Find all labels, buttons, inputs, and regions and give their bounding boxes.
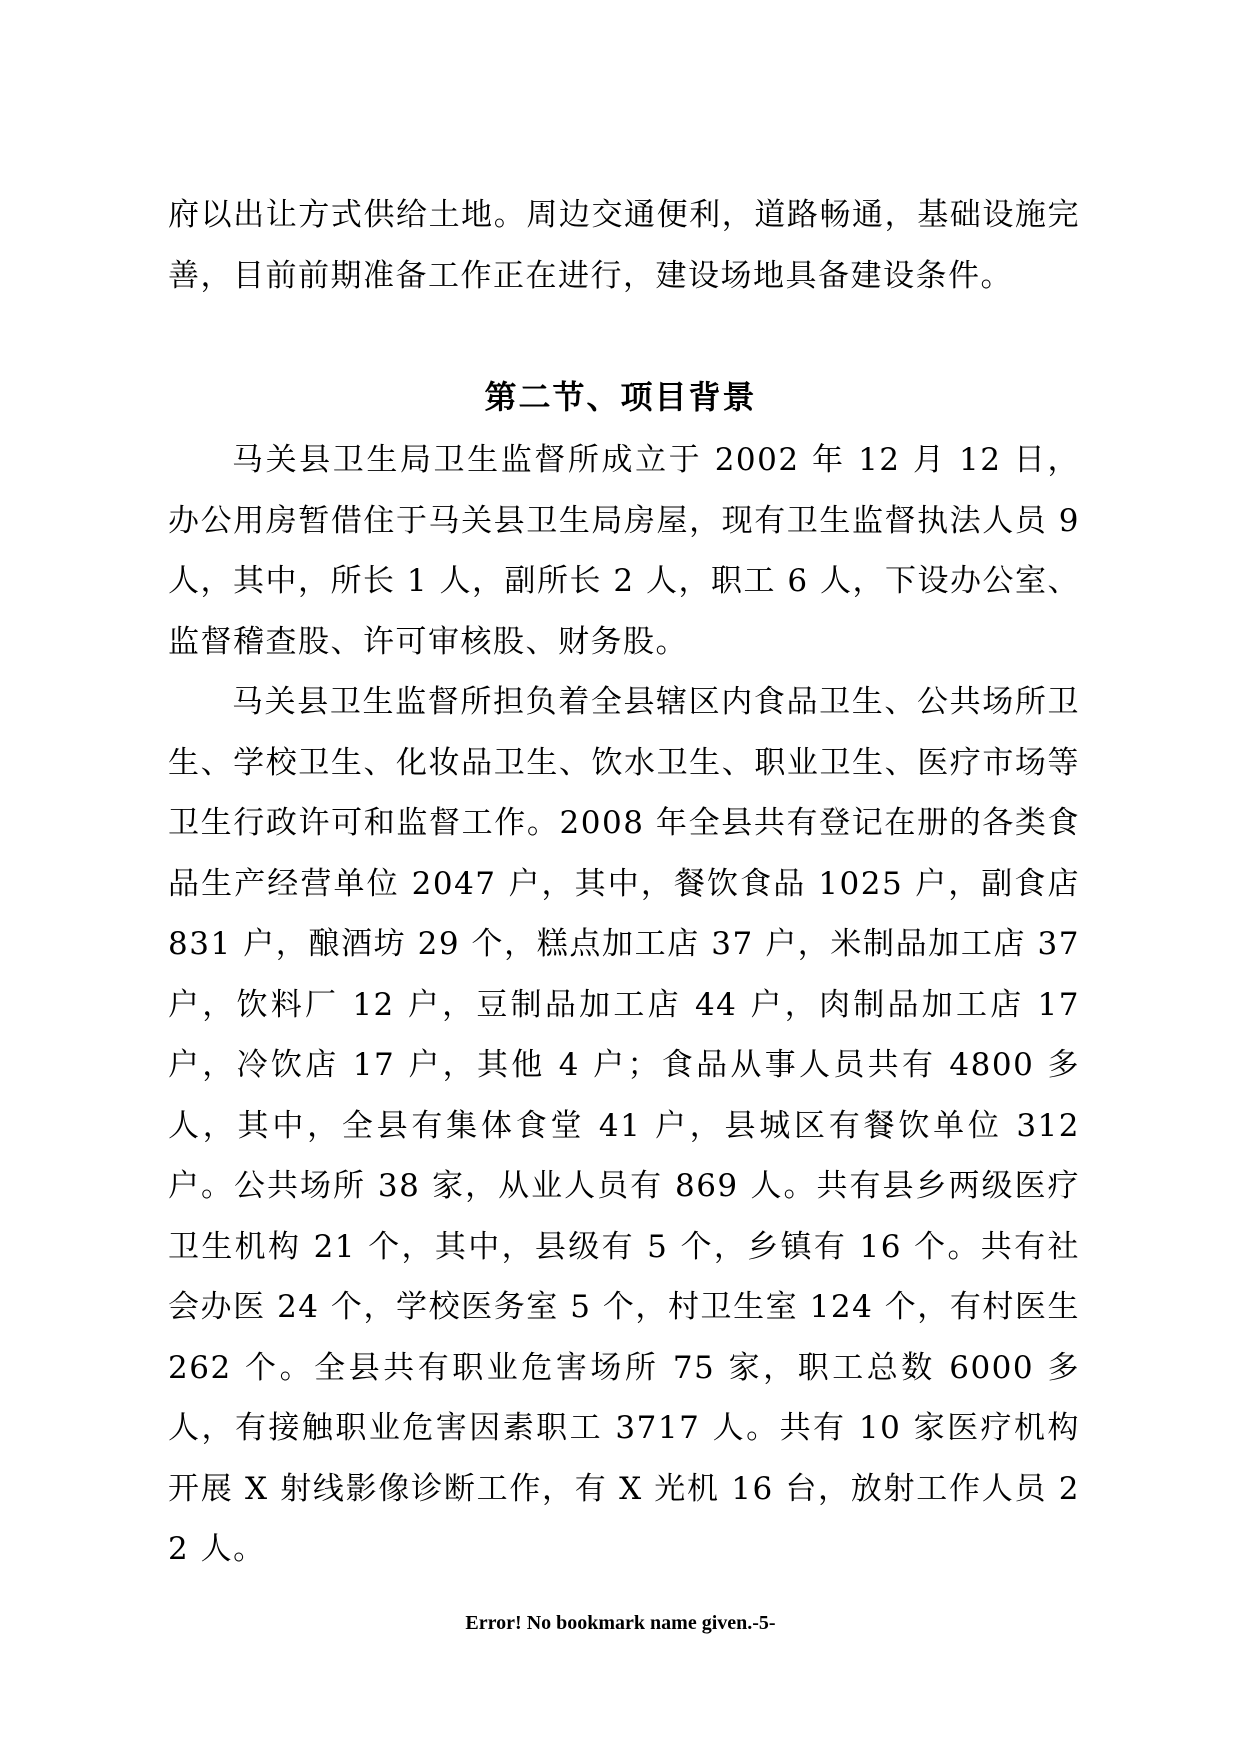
paragraph-background-intro: 马关县卫生局卫生监督所成立于 2002 年 12 月 12 日，办公用房暂借住于马关县卫生局房屋，现有卫生监督执法人员 9 人，其中，所长 1 人，副所长 2 人，职工 6 人，下设办公室、监督稽查股、许可审核股、财务股。 bbox=[168, 442, 1080, 660]
section-heading: 第二节、项目背景 bbox=[484, 378, 757, 416]
paragraph-background-statistics: 马关县卫生监督所担负着全县辖区内食品卫生、公共场所卫生、学校卫生、化妆品卫生、饮水卫生、职业卫生、医疗市场等卫生行政许可和监督工作。2008 年全县共有登记在册的各类食品生产经营单位 2047 户，其中，餐饮食品 1025 户，副食店 831 户，酿酒坊 29 个，糕点加工店 37 户，米制品加工店 37 户，饮料厂 12 户，豆制品加工店 44 户，肉制品加工店 17 户，冷饮店 17 户，其他 4 户；食品从事人员共有 4800 多人，其中，全县有集体食堂 41 户，县城区有餐饮单位 312 户。公共场所 38 家，从业人员有 869 人。共有县乡两级医疗卫生机构 21 个，其中，县级有 5 个，乡镇有 16 个。共有社会办医 24 个，学校医务室 5 个，村卫生室 124 个，有村医生 262 个。全县共有职业危害场所 75 家，职工总数 6000 多人，有接触职业危害因素职工 3717 人。共有 10 家医疗机构开展 X 射线影像诊断工作，有 X 光机 16 台，放射工作人员 22 人。 bbox=[168, 684, 1080, 1567]
continued-paragraph: 府以出让方式供给土地。周边交通便利，道路畅通，基础设施完善，目前前期准备工作正在进行，建设场地具备建设条件。 bbox=[168, 197, 1080, 294]
section-body bbox=[168, 430, 1080, 1580]
page-footer: Error! No bookmark name given.-5- bbox=[465, 1612, 776, 1634]
continued-paragraph-block bbox=[168, 185, 1080, 306]
